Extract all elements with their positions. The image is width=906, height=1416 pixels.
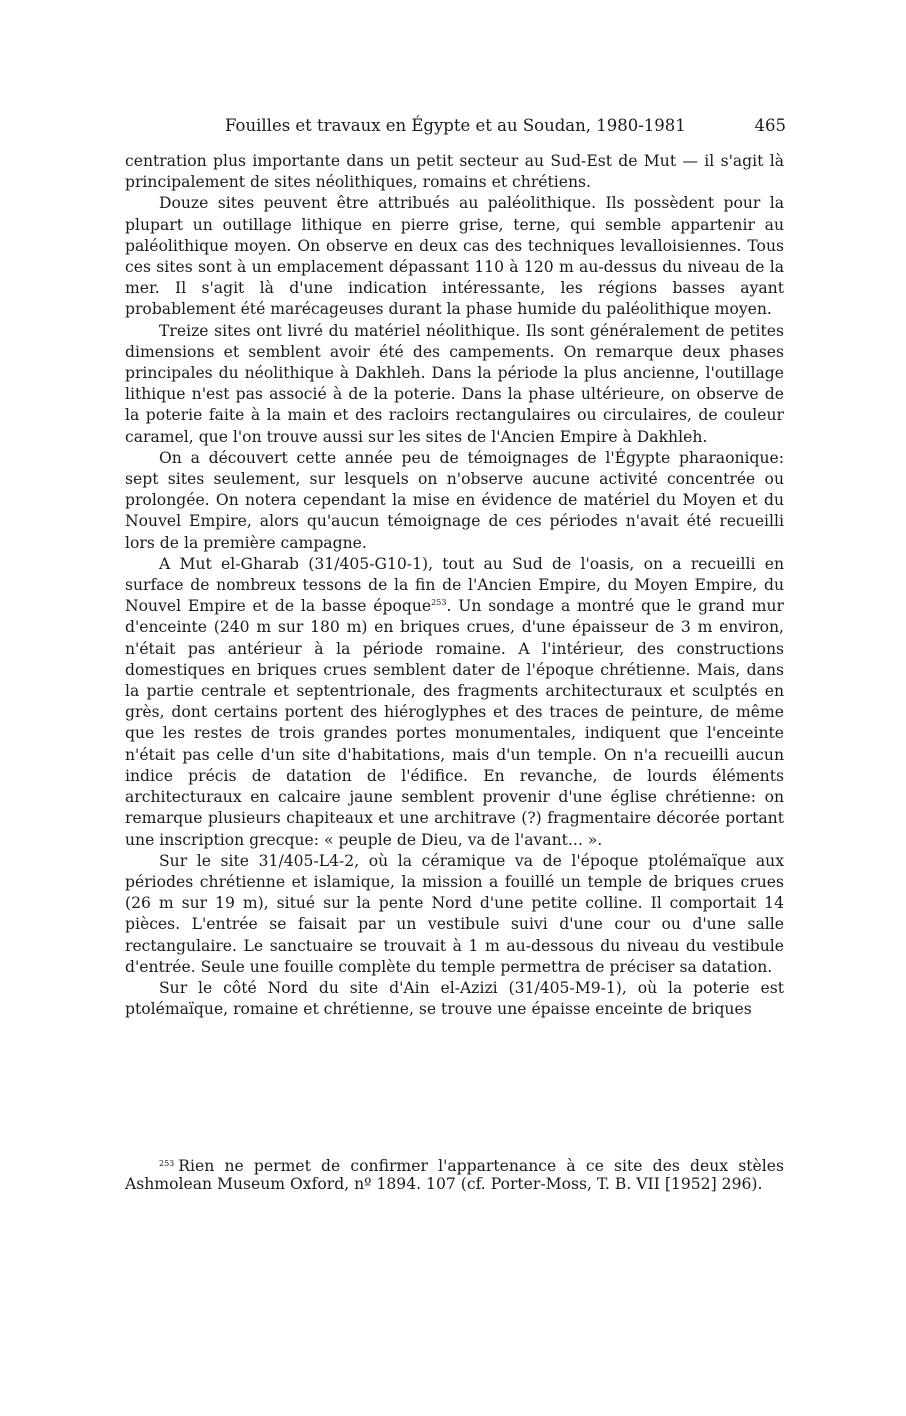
paragraph-text: On a découvert cette année peu de témoignages de l'Égypte pharaonique: sept sites seulement, sur lesquels on n'observe aucune activité concentrée ou prolongée. On notera cependant la mise en évidence de matériel du Moyen et du Nouvel Empire, alors qu'aucun témoignage de ces périodes n'avait été recueilli lors de la première campagne. bbox=[125, 448, 784, 552]
paragraph-text: Douze sites peuvent être attribués au paléolithique. Ils possèdent pour la plupart un outillage lithique en pierre grise, terne, qui semble appartenir au paléolithique moyen. On observe en deux cas des techniques levalloisiennes. Tous ces sites sont à un emplacement dépassant 110 à 120 m au-dessus du niveau de la mer. Il s'agit là d'une indication intéressante, les régions basses ayant probablement été marécageuses durant la phase humide du paléolithique moyen. bbox=[125, 194, 784, 319]
body-text bbox=[125, 151, 784, 1020]
footnote bbox=[125, 1157, 784, 1194]
paragraph bbox=[125, 193, 784, 320]
footnote-marker: 253 bbox=[159, 1159, 175, 1168]
paragraph-text: centration plus importante dans un petit secteur au Sud-Est de Mut — il s'agit là principalement de sites néolithiques, romains et chrétiens. bbox=[125, 152, 784, 192]
paragraph-text: . Un sondage a montré que le grand mur d'enceinte (240 m sur 180 m) en briques crues, d'une épaisseur de 3 m environ, n'était pas antérieur à la période romaine. A l'intérieur, des constructions domestiques en briques crues semblent dater de l'époque chrétienne. Mais, dans la partie centrale et septentrionale, des fragments architecturaux et sculptés en grès, dont certains portent des hiéroglyphes et des traces de peinture, de même que les restes de trois grandes portes monumentales, indiquent que l'enceinte n'était pas celle d'un site d'habitations, mais d'un temple. On n'a recueilli aucun indice précis de datation de l'édifice. En revanche, de lourds éléments architecturaux en calcaire jaune semblent provenir d'une église chrétienne: on remarque plusieurs chapiteaux et une architrave (?) fragmentaire décorée portant une inscription grecque: « peuple de Dieu, va de l'avant... ». bbox=[125, 597, 784, 849]
paragraph bbox=[125, 151, 784, 193]
footnote-paragraph bbox=[125, 1157, 784, 1194]
paragraph bbox=[125, 448, 784, 554]
paragraph-text: Treize sites ont livré du matériel néolithique. Ils sont généralement de petites dimensions et semblent avoir été des campements. On remarque deux phases principales du néolithique à Dakhleh. Dans la période la plus ancienne, l'outillage lithique n'est pas associé à de la poterie. Dans la phase ultérieure, on observe de la poterie faite à la main et des racloirs rectangulaires ou circulaires, de couleur caramel, que l'on trouve aussi sur les sites de l'Ancien Empire à Dakhleh. bbox=[125, 321, 784, 446]
footnote-text: Rien ne permet de confirmer l'appartenance à ce site des deux stèles Ashmolean Museum Oxford, nº 1894. 107 (cf. Porter-Moss, T. B. VII [1952] 296). bbox=[125, 1157, 784, 1194]
paragraph-text: A Mut el-Gharab (31/405-G10-1), tout au Sud de l'oasis, on a recueilli en surface de nombreux tessons de la fin de l'Ancien Empire, du Moyen Empire, du Nouvel Empire et de la basse époque bbox=[125, 554, 784, 616]
paragraph-text: Sur le site 31/405-L4-2, où la céramique va de l'époque ptolémaïque aux périodes chrétienne et islamique, la mission a fouillé un temple de briques crues (26 m sur 19 m), situé sur la pente Nord d'une petite colline. Il comportait 14 pièces. L'entrée se faisait par un vestibule suivi d'une cour ou d'une salle rectangulaire. Le sanctuaire se trouvait à 1 m au-dessous du niveau du vestibule d'entrée. Seule une fouille complète du temple permettra de préciser sa datation. bbox=[125, 851, 784, 976]
paragraph bbox=[125, 851, 784, 978]
running-title: Fouilles et travaux en Égypte et au Soudan, 1980-1981 bbox=[225, 116, 686, 135]
paragraph-text: Sur le côté Nord du site d'Ain el-Azizi (31/405-M9-1), où la poterie est ptolémaïque, romaine et chrétienne, se trouve une épaisse enceinte de briques bbox=[125, 978, 784, 1019]
page-number: 465 bbox=[754, 116, 786, 135]
paragraph bbox=[125, 554, 784, 851]
paragraph bbox=[125, 321, 784, 448]
footnote-reference: 253 bbox=[431, 598, 447, 608]
running-header bbox=[120, 114, 786, 138]
paragraph bbox=[125, 978, 784, 1020]
